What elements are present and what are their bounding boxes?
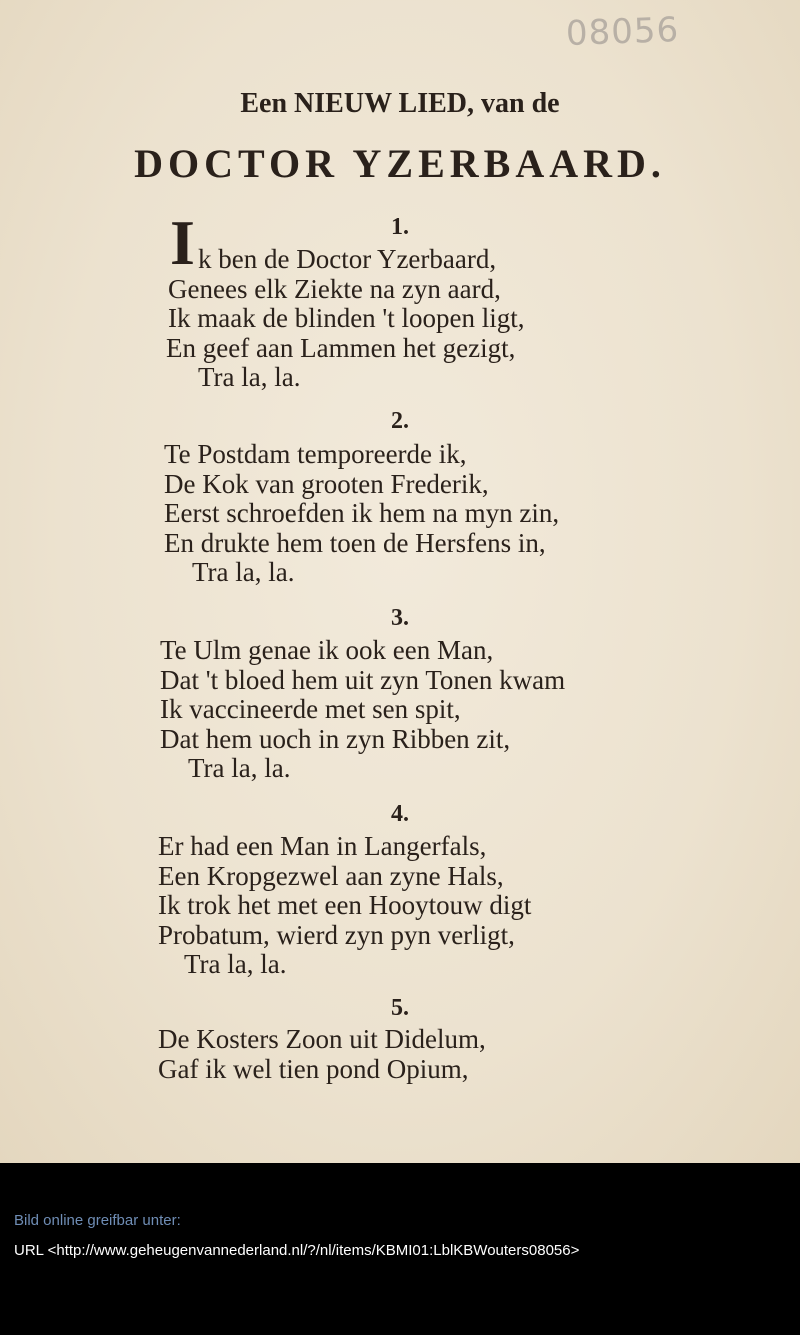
title-line-2: DOCTOR YZERBAARD.	[134, 141, 666, 186]
stanza-line: De Kosters Zoon uit Didelum,	[158, 1024, 486, 1054]
stanza-line: Ik vaccineerde met sen spit,	[160, 694, 461, 724]
source-url-link[interactable]: URL <http://www.geheugenvannederland.nl/?/nl/items/KBMI01:LblKBWouters08056>	[14, 1242, 580, 1259]
stanza-refrain: Tra la, la.	[198, 362, 301, 392]
stanza-2	[0, 440, 800, 588]
stanza-number-5: 5.	[391, 995, 409, 1021]
stanza-line: Ik maak de blinden 't loopen ligt,	[168, 303, 525, 333]
stanza-number-3: 3.	[391, 605, 409, 631]
stanza-5	[0, 1025, 800, 1084]
stanza-line: Eerst schroefden ik hem na myn zin,	[164, 498, 560, 528]
catalog-number-stamp: 08056	[565, 10, 680, 54]
stanza-line: Dat hem uoch in zyn Ribben zit,	[160, 723, 511, 754]
stanza-refrain: Tra la, la.	[184, 949, 287, 979]
stanza-line: En geef aan Lammen het gezigt,	[166, 332, 516, 363]
stanza-line: Te Ulm genae ik ook een Man,	[160, 635, 494, 665]
stanza-line: k ben de Doctor Yzerbaard,	[198, 244, 497, 274]
title-line-1: Een NIEUW LIED, van de	[240, 88, 560, 119]
stanza-line: De Kok van grooten Frederik,	[164, 468, 489, 499]
stanza-number-2: 2.	[391, 408, 409, 434]
stanza-line: En drukte hem toen de Hersfens in,	[164, 527, 546, 558]
footer-label: Bild online greifbar unter:	[14, 1212, 181, 1229]
stanza-line: Genees elk Ziekte na zyn aard,	[168, 273, 501, 304]
stanza-line: Er had een Man in Langerfals,	[158, 831, 487, 861]
stanza-line: Dat 't bloed hem uit zyn Tonen kwam	[160, 664, 566, 695]
stanza-line: Te Postdam temporeerde ik,	[164, 439, 467, 469]
stanza-refrain: Tra la, la.	[192, 557, 295, 587]
stanza-number-1: 1.	[391, 214, 409, 240]
stanza-refrain: Tra la, la.	[188, 753, 291, 783]
stanza-line: Probatum, wierd zyn pyn verligt,	[158, 919, 515, 950]
stanza-line: Ik trok het met een Hooytouw digt	[158, 890, 532, 920]
drop-cap: I	[170, 207, 195, 278]
stanza-3	[0, 636, 800, 784]
stanza-line: Een Kropgezwel aan zyne Hals,	[158, 860, 504, 891]
stanza-line: Gaf ik wel tien pond Opium,	[158, 1053, 469, 1084]
stanza-4	[0, 832, 800, 980]
stanza-1	[0, 245, 800, 393]
stanza-number-4: 4.	[391, 801, 409, 827]
